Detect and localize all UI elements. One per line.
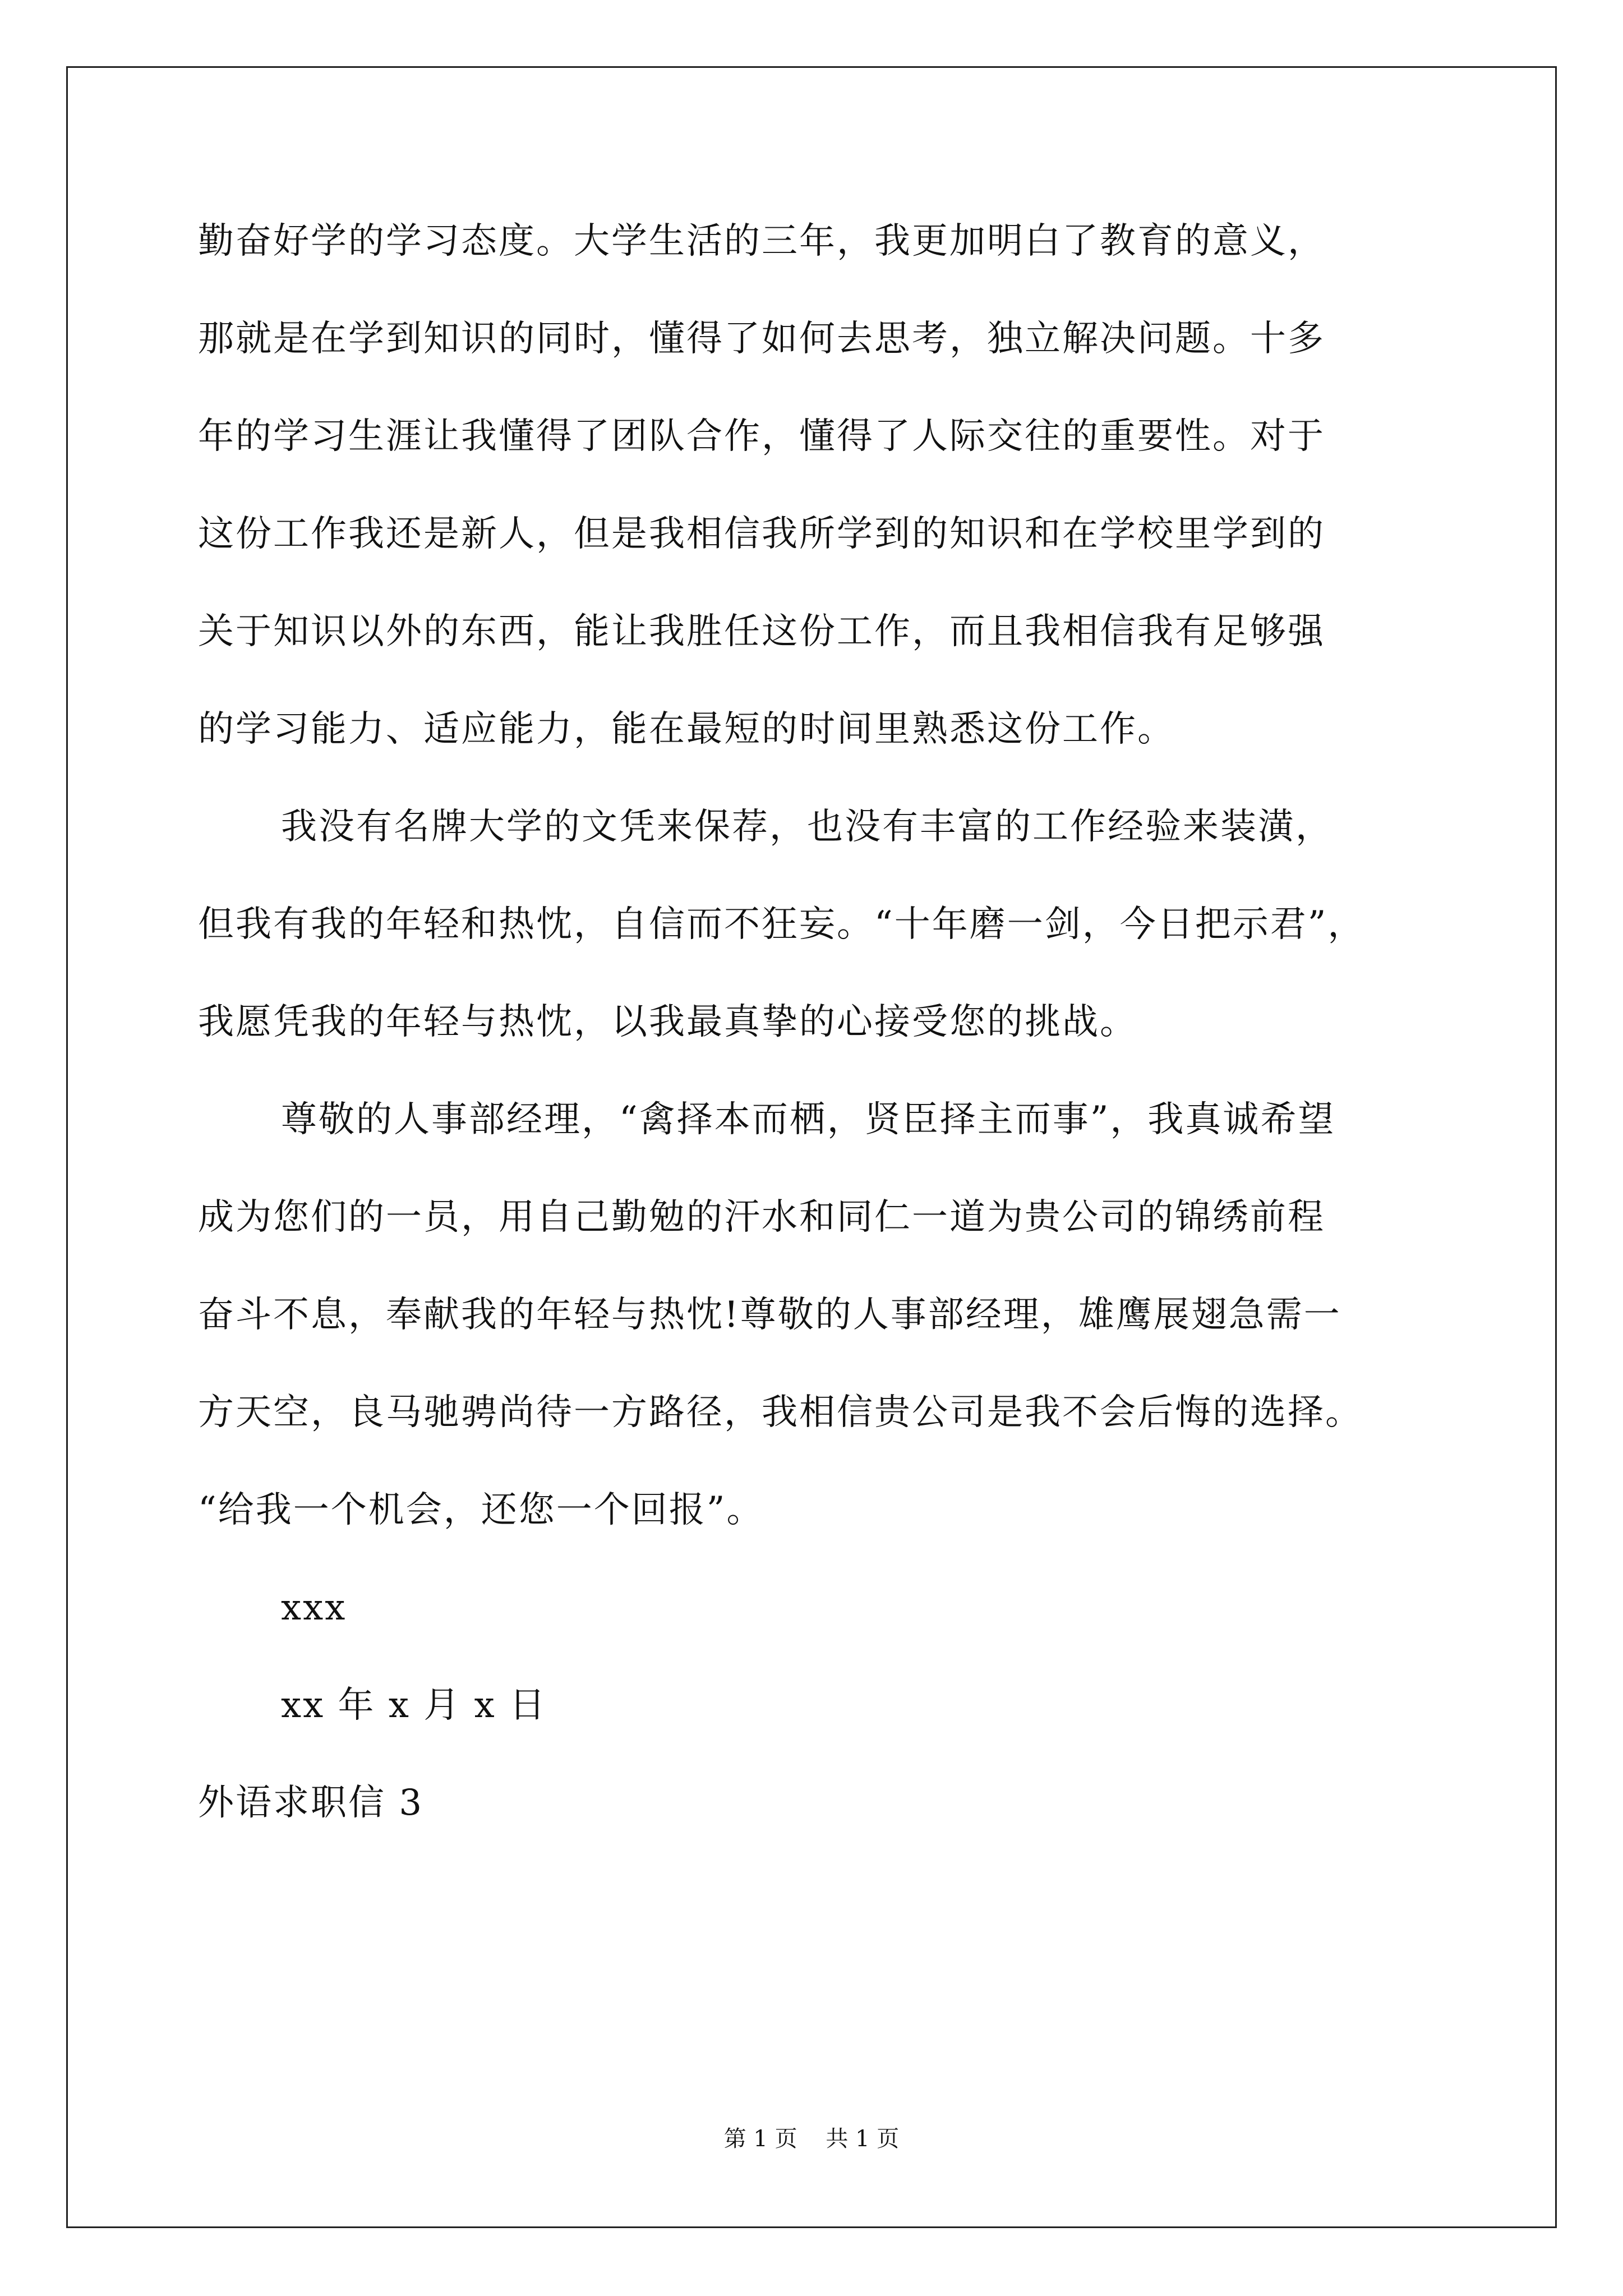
paragraph-line: 我愿凭我的年轻与热忱，以我最真挚的心接受您的挑战。 (198, 1001, 1137, 1043)
letter-date: xx 年 x 月 x 日 (281, 1685, 547, 1726)
page-number-footer: 第 1 页 共 1 页 (723, 2126, 900, 2152)
paragraph-line: 关于知识以外的东西，能让我胜任这份工作，而且我相信我有足够强 (198, 611, 1325, 652)
paragraph-line: 奋斗不息，奉献我的年轻与热忱!尊敬的人事部经理，雄鹰展翅急需一 (198, 1294, 1341, 1336)
paragraph-line: 那就是在学到知识的同时，懂得了如何去思考，独立解决问题。十多 (198, 318, 1325, 360)
paragraph-line: 年的学习生涯让我懂得了团队合作，懂得了人际交往的重要性。对于 (198, 416, 1325, 457)
paragraph-line: 这份工作我还是新人，但是我相信我所学到的知识和在学校里学到的 (198, 513, 1325, 555)
paragraph-line: 成为您们的一员，用自己勤勉的汗水和同仁一道为贵公司的锦绣前程 (198, 1197, 1325, 1238)
paragraph-line: “给我一个机会，还您一个回报”。 (198, 1489, 764, 1531)
paragraph-line: 我没有名牌大学的文凭来保荐，也没有丰富的工作经验来装潢， (281, 806, 1333, 848)
paragraph-line: 尊敬的人事部经理，“禽择本而栖，贤臣择主而事”，我真诚希望 (281, 1099, 1336, 1140)
next-section-heading: 外语求职信 3 (198, 1782, 424, 1824)
signature: xxx (281, 1587, 347, 1628)
paragraph-line: 但我有我的年轻和热忱，自信而不狂妄。“十年磨一剑，今日把示君”， (198, 904, 1366, 945)
paragraph-line: 方天空，良马驰骋尚待一方路径，我相信贵公司是我不会后悔的选择。 (198, 1392, 1363, 1433)
paragraph-line: 勤奋好学的学习态度。大学生活的三年，我更加明白了教育的意义， (198, 220, 1325, 262)
paragraph-line: 的学习能力、适应能力，能在最短的时间里熟悉这份工作。 (198, 708, 1175, 750)
page-border (66, 66, 1557, 2228)
